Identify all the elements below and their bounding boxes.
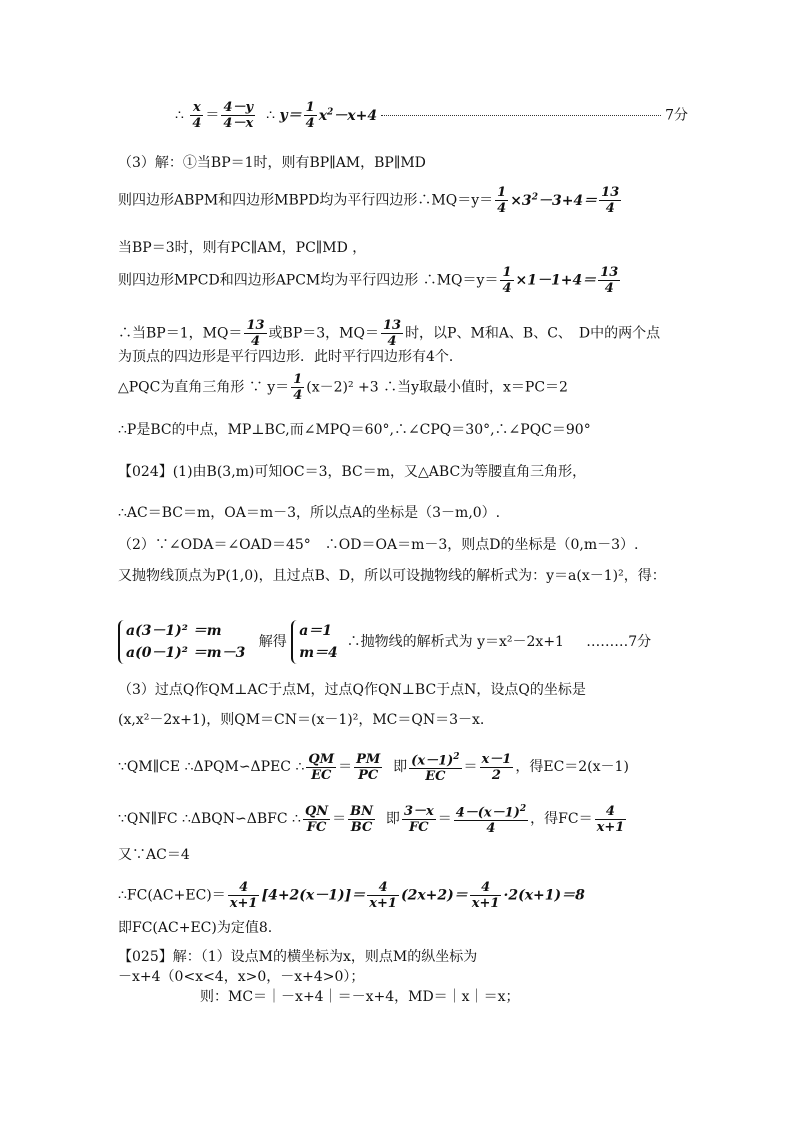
fraction: $\frac{x-1}{2}$: [481, 751, 512, 783]
text: ，得EC＝2(x－1): [515, 759, 629, 776]
text: ∵QM∥CE ∴ΔPQM∽ΔPEC ∴: [118, 759, 305, 776]
text: ∴抛物线的解析式为 y＝x²－2x+1: [346, 634, 564, 650]
fraction: $\frac{1}{4}$: [305, 100, 315, 131]
line-10: 【024】(1)由B(3,m)可知OC＝3，BC＝m，又△ABC为等腰直角三角形，: [118, 464, 587, 480]
fraction: $\frac{4}{x+1}$: [369, 880, 397, 911]
line-23: －x+4（0<x<4，x>0，－x+4>0）；: [118, 969, 365, 985]
fraction: $\frac{4-(x-1)^2}{4}$: [455, 804, 527, 837]
text: 解得: [258, 634, 287, 650]
line-11: ∴AC＝BC＝m，OA＝m－3，所以点A的坐标是（3－m,0）.: [118, 505, 501, 521]
line-2: （3）解：①当BP＝1时，则有BP∥AM，BP∥MD: [118, 155, 426, 171]
text: △PQC为直角三角形 ∵ y＝: [118, 379, 290, 396]
fraction: $\frac{4}{x+1}$: [229, 880, 258, 911]
therefore: ∴: [175, 107, 184, 124]
line-18: ∵QN∥FC ∴ΔBQN∽ΔBFC ∴ $\frac{QN}{FC}$ ＝ $\frac{BN}{BC}$ 即 $\frac{3-x}{FC}$ ＝ $\frac{4-(x-1)^2}{4}$ ，得FC＝ $\frac{4}{x+1}$: [118, 803, 625, 837]
line-6: [118, 318, 718, 349]
line-9: ∴P是BC的中点，MP⊥BC,而∠MPQ＝60°,∴∠CPQ＝30°,∴∠PQC＝90°: [118, 422, 591, 438]
line-7: 为顶点的四边形是平行四边形．此时平行四边形有4个．: [118, 349, 463, 365]
fraction: $\frac{4}{x+1}$: [471, 880, 500, 911]
fraction: $\frac{4}{x+1}$: [596, 803, 625, 835]
fraction: $\frac{4-y}{4-x}$: [223, 100, 254, 131]
line-14: [118, 620, 718, 664]
line-5: 则四边形MPCD和四边形APCM均为平行四边形 ∴MQ＝y＝ $\frac{1}{4}$ ×1－1+4＝ $\frac{13}{4}$: [118, 265, 619, 296]
line-4: 当BP＝3时，则有PC∥AM，PC∥MD ，: [118, 240, 367, 256]
fraction: $\frac{1}{4}$: [293, 372, 303, 403]
line-1: ∴ $\frac{x}{4}$ ＝ $\frac{4-y}{4-x}$ ∴ y＝ $\frac{1}{4}$ $x^2-x+4$ 7分: [175, 100, 689, 131]
line-15: （3）过点Q作QM⊥AC于点M，过点Q作QN⊥BC于点N，设点Q的坐标是: [118, 682, 586, 698]
line-16: (x,x²－2x+1)，则QM＝CN＝(x－1)²，MC＝QN＝3－x.: [118, 712, 485, 728]
line-8: [118, 372, 718, 403]
dot-leader: [381, 115, 661, 116]
line-12: （2）∵∠ODA＝∠OAD＝45° ∴OD＝OA＝m－3，则点D的坐标是（0,m－3）.: [118, 537, 639, 553]
text: ，得FC＝: [530, 811, 593, 828]
fraction: $\frac{BN}{BC}$: [350, 803, 374, 835]
fraction: $\frac{13}{4}$: [600, 265, 619, 296]
text: ∴当BP＝1，MQ＝: [118, 325, 243, 342]
fraction: $\frac{13}{4}$: [382, 318, 402, 349]
text: 则四边形MPCD和四边形APCM均为平行四边形 ∴MQ＝y＝: [118, 272, 499, 289]
text: 则四边形ABPM和四边形MBPD均为平行四边形∴MQ＝y＝: [118, 192, 494, 209]
score: ………7分: [586, 634, 652, 650]
text: 时，以P、M和A、B、C、 D中的两个点: [405, 325, 661, 342]
line-24: 则：MC＝｜－x+4｜＝－x+4，MD＝｜x｜＝x；: [200, 989, 520, 1005]
fraction: $\frac{13}{4}$: [246, 318, 265, 349]
score: 7分: [665, 107, 689, 124]
eq: m＝4: [299, 645, 338, 661]
fraction: $\frac{13}{4}$: [601, 185, 620, 216]
line-13: 又抛物线顶点为P(1,0)，且过点B、D，所以可设抛物线的解析式为：y＝a(x－1)²，得：: [118, 568, 666, 584]
eq: a(0－1)² ＝m－3: [126, 645, 246, 661]
therefore: ∴: [266, 107, 276, 124]
line-17: ∵QM∥CE ∴ΔPQM∽ΔPEC ∴ $\frac{QM}{EC}$ ＝ $\frac{PM}{PC}$ 即 $\frac{(x-1)^2}{EC}$ ＝ $\frac{x-1}{2}$ ，得EC＝2(x－1): [118, 751, 629, 785]
eq: a＝1: [299, 623, 332, 639]
fraction: $\frac{QM}{EC}$: [308, 751, 335, 783]
fraction: $\frac{1}{4}$: [502, 265, 512, 296]
equation-system: [118, 620, 245, 664]
line-19: 又∵AC＝4: [118, 847, 190, 863]
line-21: 即FC(AC+EC)为定值8.: [118, 920, 273, 936]
text: ∵QN∥FC ∴ΔBQN∽ΔBFC ∴: [118, 811, 301, 828]
text: (x－2)² +3 ∴当y取最小值时，x＝PC＝2: [306, 379, 568, 396]
fraction: $\frac{3-x}{FC}$: [403, 803, 434, 835]
fraction: $\frac{1}{4}$: [497, 185, 507, 216]
fraction: $\frac{(x-1)^2}{EC}$: [411, 752, 460, 785]
fraction: $\frac{x}{4}$: [192, 100, 202, 131]
eq: a(3－1)² ＝m: [126, 623, 222, 639]
line-22: 【025】解：（1）设点M的横坐标为x，则点M的纵坐标为: [118, 949, 478, 965]
solution-system: [291, 620, 338, 664]
fraction: $\frac{PM}{PC}$: [356, 751, 381, 783]
line-20: ∴FC(AC+EC)＝ $\frac{4}{x+1}$ [4+2(x－1)]＝ $\frac{4}{x+1}$ (2x+2)＝ $\frac{4}{x+1}$ ·2(x+1)＝8: [118, 880, 585, 911]
line-3: 则四边形ABPM和四边形MBPD均为平行四边形∴MQ＝y＝ $\frac{1}{4}$ $\times 3^2-3+4=$ $\frac{13}{4}$: [118, 185, 620, 216]
fraction: $\frac{QN}{FC}$: [304, 803, 329, 835]
text: 或BP＝3，MQ＝: [268, 325, 379, 342]
text: ∴FC(AC+EC)＝: [118, 887, 226, 904]
